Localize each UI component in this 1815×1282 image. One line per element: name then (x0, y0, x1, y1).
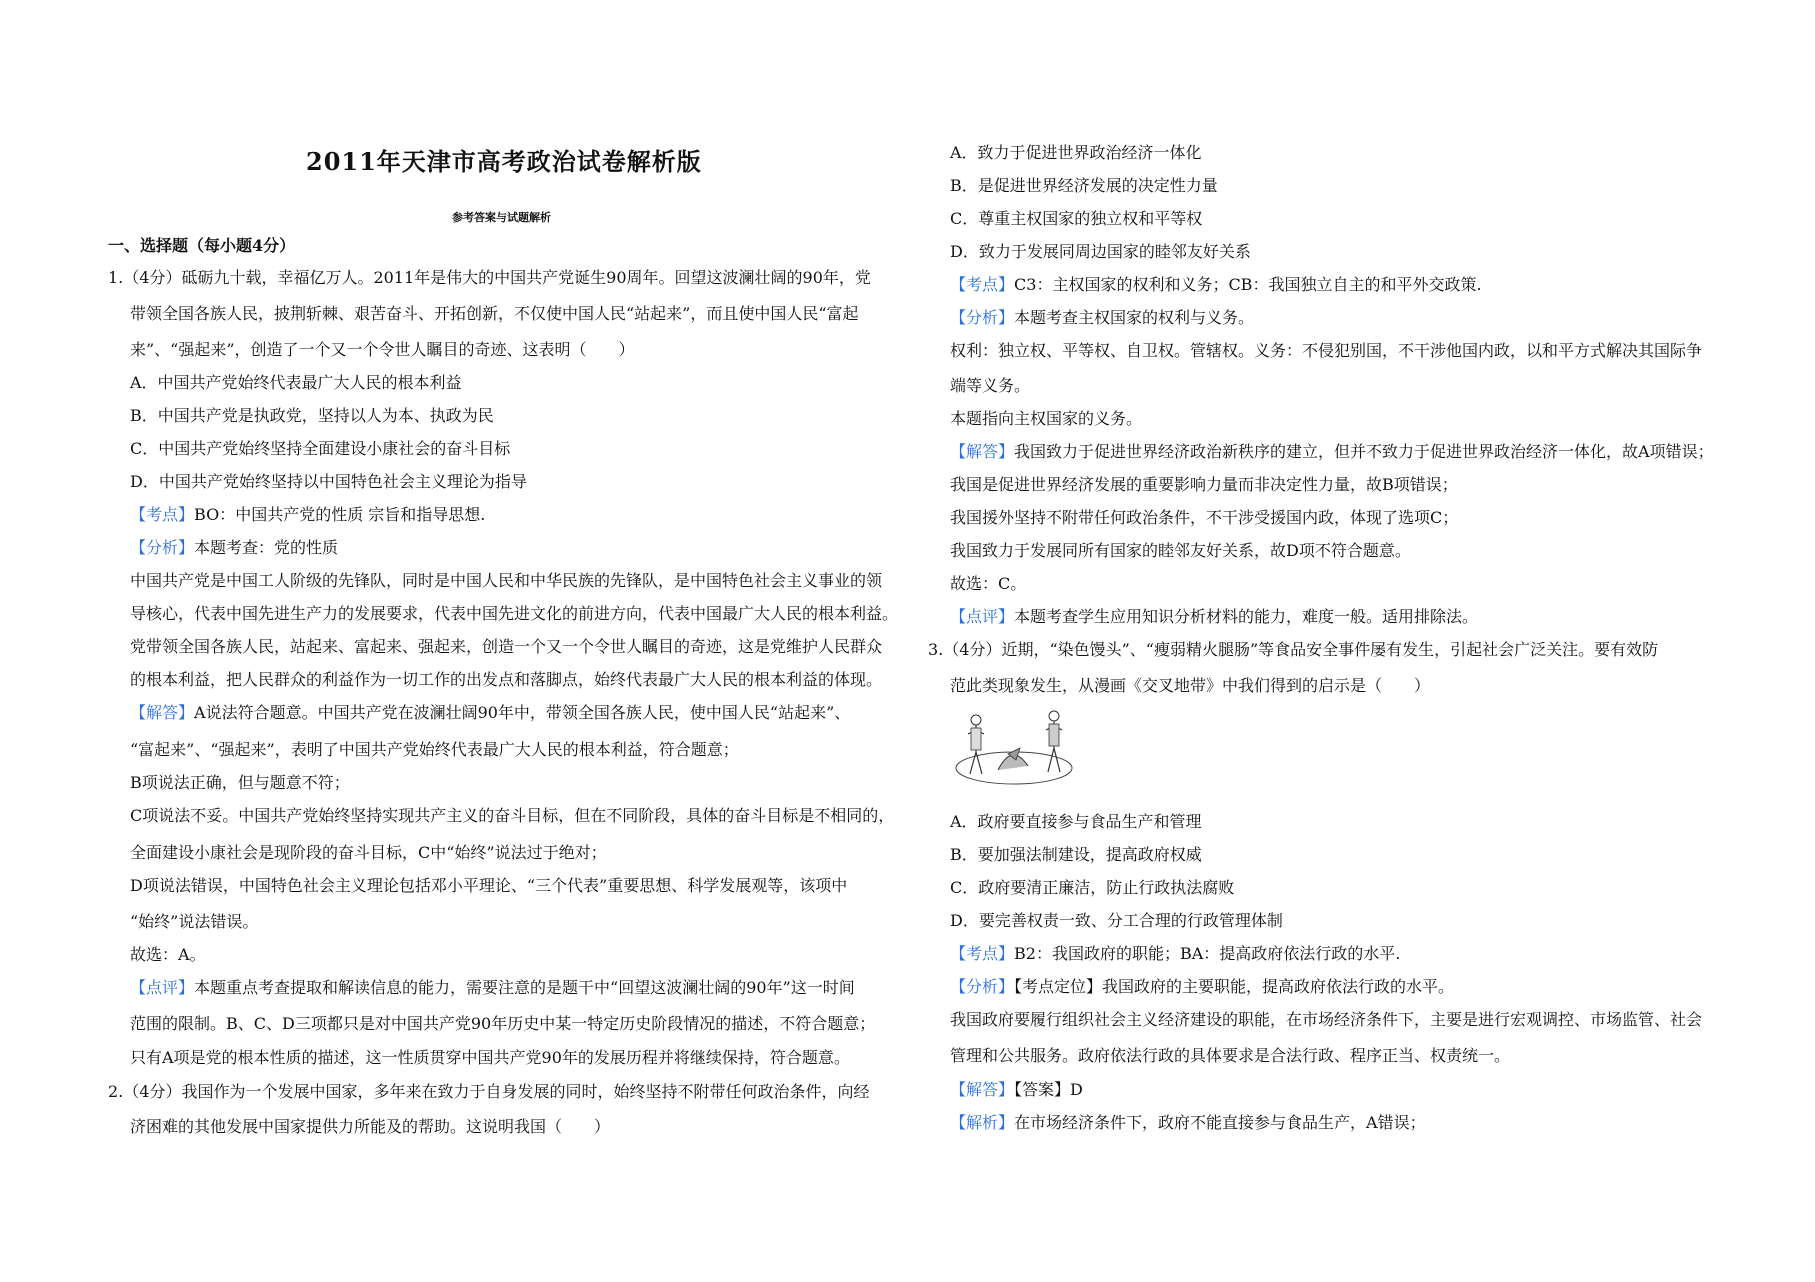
q3-option-d: D．要完善权责一致、分工合理的行政管理体制 (950, 911, 1283, 930)
q2-analysis-line: 本题指向主权国家的义务。 (950, 409, 1143, 428)
q2-option-c: C．尊重主权国家的独立权和平等权 (950, 209, 1203, 228)
q3-option-c: C．政府要清正廉洁，防止行政执法腐败 (950, 878, 1235, 897)
q2-jieda-line: 我国致力于发展同所有国家的睦邻友好关系，故D项不符合题意。 (950, 541, 1411, 560)
fenxi-text: 本题考查：党的性质 (194, 538, 339, 557)
q2-jieda-line: 我国是促进世界经济发展的重要影响力量而非决定性力量，故B项错误； (950, 475, 1458, 494)
q3-jieda (950, 1080, 1083, 1100)
q1-jieda-line: C项说法不妥。中国共产党始终坚持实现共产主义的奋斗目标，但在不同阶段，具体的奋斗目标是不相同的， (130, 806, 895, 825)
page-title: 2011年天津市高考政治试卷解析版 (306, 147, 702, 176)
q1-analysis-line: 党带领全国各族人民，站起来、富起来、强起来，创造一个又一个令世人瞩目的奇迹，这是党维护人民群众 (130, 637, 883, 656)
q3-option-a: A．政府要直接参与食品生产和管理 (950, 812, 1202, 831)
q1-option-a: A．中国共产党始终代表最广大人民的根本利益 (130, 373, 462, 392)
q1-stem-line: 带领全国各族人民，披荆斩棘、艰苦奋斗、开拓创新，不仅使中国人民“站起来”，而且使中国人民“富起 (130, 304, 859, 323)
dianping-tag: 【点评】 (950, 607, 1015, 626)
jieda-text: 【答案】D (1014, 1080, 1083, 1099)
q1-kaodian (130, 505, 485, 525)
q1-jieda-line: “富起来”、“强起来”，表明了中国共产党始终代表最广大人民的根本利益，符合题意； (130, 740, 739, 759)
q1-option-b: B．中国共产党是执政党，坚持以人为本、执政为民 (130, 406, 494, 425)
section-heading: 一、选择题（每小题4分） (108, 236, 296, 255)
q2-dianping (950, 607, 1478, 627)
q1-fenxi (130, 538, 338, 558)
q3-analysis-line: 我国政府要履行组织社会主义经济建设的职能，在市场经济条件下，主要是进行宏观调控、市场监管、社会 (950, 1010, 1703, 1029)
fenxi-tag: 【分析】 (130, 538, 195, 557)
page-subtitle: 参考答案与试题解析 (452, 211, 551, 224)
kaodian-text: B2：我国政府的职能；BA：提高政府依法行政的水平. (1014, 944, 1401, 963)
q1-jieda-line: B项说法正确，但与题意不符； (130, 773, 350, 792)
q1-dianping (130, 978, 855, 998)
q1-jieda-line: 故选：A。 (130, 945, 206, 964)
q1-option-d: D．中国共产党始终坚持以中国特色社会主义理论为指导 (130, 472, 527, 491)
jieda-tag: 【解答】 (950, 1080, 1015, 1099)
q3-stem-line: 3.（4分）近期，“染色馒头”、“瘦弱精火腿肠”等食品安全事件屡有发生，引起社会广泛关注。要有效防 (928, 640, 1659, 659)
q1-dianping-line: 只有A项是党的根本性质的描述，这一性质贯穿中国共产党90年的发展历程并将继续保持，符合题意。 (130, 1048, 850, 1067)
kaodian-text: C3：主权国家的权利和义务；CB：我国独立自主的和平外交政策. (1014, 275, 1482, 294)
kaodian-text: BO：中国共产党的性质 宗旨和指导思想. (194, 505, 486, 524)
q1-jieda (130, 703, 850, 723)
fenxi-tag: 【分析】 (950, 308, 1015, 327)
q2-option-b: B．是促进世界经济发展的决定性力量 (950, 176, 1218, 195)
q1-jieda-line: “始终”说法错误。 (130, 912, 259, 931)
jiexi-tag: 【解析】 (950, 1113, 1015, 1132)
q2-jieda-line: 故选：C。 (950, 574, 1027, 593)
fenxi-text: 【考点定位】我国政府的主要职能，提高政府依法行政的水平。 (1014, 977, 1455, 996)
q2-stem-line: 2.（4分）我国作为一个发展中国家，多年来在致力于自身发展的同时，始终坚持不附带任何政治条件，向经 (108, 1082, 870, 1101)
q3-stem-line: 范此类现象发生，从漫画《交叉地带》中我们得到的启示是（ ） (950, 676, 1431, 695)
fenxi-tag: 【分析】 (950, 977, 1015, 996)
q2-analysis-line: 端等义务。 (950, 376, 1031, 395)
q2-kaodian (950, 275, 1482, 295)
fenxi-text: 本题考查主权国家的权利与义务。 (1014, 308, 1255, 327)
q1-jieda-line: D项说法错误，中国特色社会主义理论包括邓小平理论、“三个代表”重要思想、科学发展观等，该项中 (130, 876, 848, 895)
q3-kaodian (950, 944, 1400, 964)
jieda-tag: 【解答】 (950, 442, 1015, 461)
q3-option-b: B．要加强法制建设，提高政府权威 (950, 845, 1202, 864)
q2-stem-line: 济困难的其他发展中国家提供力所能及的帮助。这说明我国（ ） (130, 1117, 611, 1136)
kaodian-tag: 【考点】 (950, 275, 1015, 294)
q1-option-c: C．中国共产党始终坚持全面建设小康社会的奋斗目标 (130, 439, 511, 458)
q1-analysis-line: 中国共产党是中国工人阶级的先锋队，同时是中国人民和中华民族的先锋队，是中国特色社会主义事业的领 (130, 571, 883, 590)
q3-analysis-line: 管理和公共服务。政府依法行政的具体要求是合法行政、程序正当、权责统一。 (950, 1046, 1511, 1065)
q2-option-d: D．致力于发展同周边国家的睦邻友好关系 (950, 242, 1251, 261)
jiexi-text: 在市场经济条件下，政府不能直接参与食品生产，A错误； (1014, 1113, 1426, 1132)
q2-jieda (950, 442, 1714, 462)
q1-analysis-line: 导核心，代表中国先进生产力的发展要求，代表中国先进文化的前进方向，代表中国最广大人民的根本利益。 (130, 604, 899, 623)
q2-fenxi (950, 308, 1254, 328)
kaodian-tag: 【考点】 (950, 944, 1015, 963)
q2-jieda-line: 我国援外坚持不附带任何政治条件，不干涉受援国内政，体现了选项C； (950, 508, 1459, 527)
q3-jiexi (950, 1113, 1426, 1133)
q1-analysis-line: 的根本利益，把人民群众的利益作为一切工作的出发点和落脚点，始终代表最广大人民的根本利益的体现。 (130, 670, 883, 689)
q1-stem-line: 1.（4分）砥砺九十载，幸福亿万人。2011年是伟大的中国共产党诞生90周年。回望这波澜壮阔的90年，党 (108, 268, 871, 287)
q2-analysis-line: 权利：独立权、平等权、自卫权。管辖权。义务：不侵犯别国，不干涉他国内政，以和平方式解决其国际争 (950, 341, 1703, 360)
q1-dianping-line: 范围的限制。B、C、D三项都只是对中国共产党90年历史中某一特定历史阶段情况的描述，不符合题意； (130, 1014, 876, 1033)
q3-fenxi (950, 977, 1454, 997)
dianping-text: 本题重点考查提取和解读信息的能力，需要注意的是题干中“回望这波澜壮阔的90年”这一时间 (194, 978, 855, 997)
jieda-text: A说法符合题意。中国共产党在波澜壮阔90年中，带领全国各族人民，使中国人民“站起来”、 (194, 703, 851, 722)
jieda-tag: 【解答】 (130, 703, 195, 722)
q1-stem-line: 来”、“强起来”，创造了一个又一个令世人瞩目的奇迹、这表明（ ） (130, 340, 635, 359)
dianping-tag: 【点评】 (130, 978, 195, 997)
jieda-text: 我国致力于促进世界经济政治新秩序的建立，但并不致力于促进世界政治经济一体化，故A项错误； (1014, 442, 1714, 461)
q1-jieda-line: 全面建设小康社会是现阶段的奋斗目标，C中“始终”说法过于绝对； (130, 843, 607, 862)
kaodian-tag: 【考点】 (130, 505, 195, 524)
q2-option-a: A．致力于促进世界政治经济一体化 (950, 143, 1202, 162)
cartoon-illustration (950, 708, 1080, 788)
dianping-text: 本题考查学生应用知识分析材料的能力，难度一般。适用排除法。 (1014, 607, 1479, 626)
